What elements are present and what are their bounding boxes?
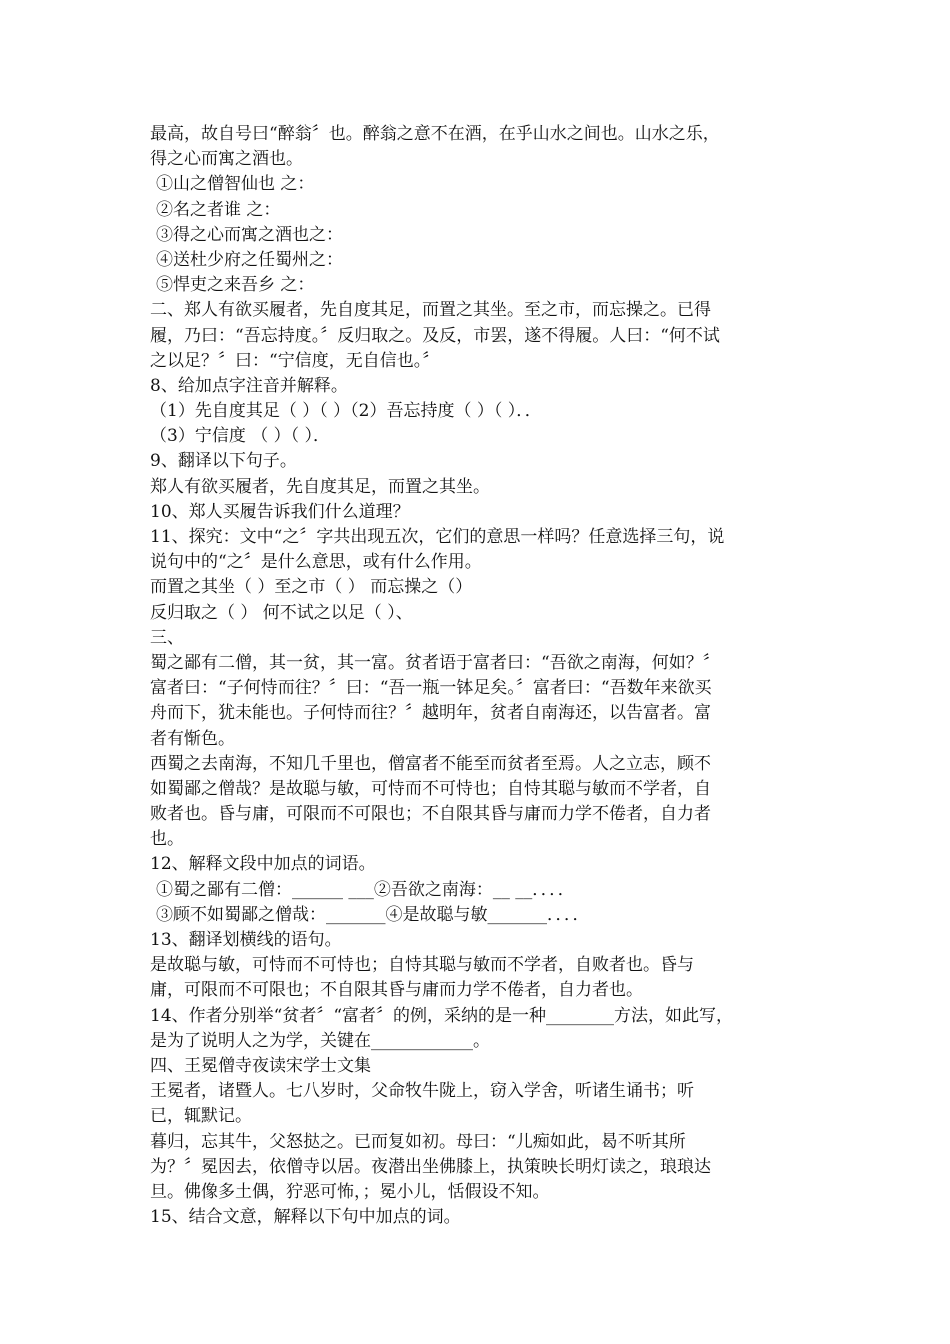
text-line: 如蜀鄙之僧哉？是故聪与敏，可恃而不可恃也；自恃其聪与敏而不学者，自: [150, 778, 711, 799]
question-item: 而置之其坐（ ）至之市（ ） 而忘操之（）: [150, 577, 473, 598]
question-item: 反归取之（ ） 何不试之以足（ ）、: [150, 602, 413, 623]
text-line: 者有惭色。: [150, 728, 235, 749]
question-heading: 12、解释文段中加点的词语。: [150, 854, 376, 875]
question-item: ①山之僧智仙也 之：: [156, 174, 315, 195]
text-line: 旦。佛像多土偶，狞恶可怖，；冕小儿，恬假设不知。: [150, 1181, 550, 1202]
document-body: [150, 122, 810, 1230]
question-heading: 8、给加点字注音并解释。: [150, 375, 348, 396]
question-heading: 13、翻译划横线的语句。: [150, 930, 342, 950]
text-line: 郑人有欲买履者，先自度其足，而置之其坐。: [150, 476, 490, 497]
question-heading: 15、结合文意，解释以下句中加点的词。: [150, 1207, 461, 1228]
text-line: 王冕者，诸暨人。七八岁时，父命牧牛陇上，窃入学舍，听诸生诵书；听: [150, 1081, 694, 1102]
text-line: 富者曰：“子何恃而往？〞曰：“吾一瓶一钵足矣。〞富者曰：“吾数年来欲买: [150, 678, 712, 699]
question-item: ①蜀之鄙有二僧：______ ___②吾欲之南海：__ __．．．．: [156, 879, 575, 900]
question-item: ②名之者谁 之：: [156, 199, 281, 220]
question-item: ③得之心而寓之酒也之：: [156, 224, 343, 245]
text-line: 暮归，忘其牛，父怒挞之。已而复如初。母曰：“儿痴如此，曷不听其所: [150, 1131, 686, 1152]
question-item: （1）先自度其足（ ）（ ）（2）吾忘持度（ ）（ ）．．: [150, 401, 542, 422]
question-heading: 14、作者分别举“贫者〞“富者〞的例，采纳的是一种________方法，如此写，: [150, 1005, 734, 1026]
text-line: 最高，故自号曰“醉翁〞也。醉翁之意不在酒，在乎山水之间也。山水之乐，: [150, 124, 720, 144]
text-line: 西蜀之去南海，不知几千里也，僧富者不能至而贫者至焉。人之立志，顾不: [150, 753, 711, 774]
text-line: 庸，可限而不可限也；不自限其昏与庸而力学不倦者，自力者也。: [150, 980, 643, 1001]
text-line: 履，乃曰：“吾忘持度。〞反归取之。及反，市罢，遂不得履。人曰：“何不试: [150, 325, 720, 346]
section-heading: 三、: [150, 627, 184, 648]
text-line: 败者也。昏与庸，可限而不可限也；不自限其昏与庸而力学不倦者，自力者: [150, 804, 711, 825]
text-line: 舟而下，犹未能也。子何恃而往？〞越明年，贫者自南海还，以告富者。富: [150, 703, 711, 724]
text-line: 也。: [150, 829, 184, 850]
section-heading: 二、郑人有欲买履者，先自度其足，而置之其坐。至之市，而忘操之。已得: [150, 300, 711, 321]
question-item: ⑤悍吏之来吾乡 之：: [156, 275, 315, 296]
text-line: 是为了说明人之为学，关键在____________。: [150, 1030, 490, 1051]
question-item: （3）宁信度 （ ）（ ）．: [150, 426, 331, 447]
text-line: 得之心而寓之酒也。: [150, 149, 303, 170]
question-heading: 9、翻译以下句子。: [150, 451, 297, 472]
question-item: ③顾不如蜀鄙之僧哉：_______④是故聪与敏_______．．．．: [156, 904, 590, 925]
text-line: 已，辄默记。: [150, 1106, 252, 1127]
text-line: 蜀之鄙有二僧，其一贫，其一富。贫者语于富者曰：“吾欲之南海，何如？〞: [150, 652, 720, 673]
text-line: 之以足？〞曰：“宁信度，无自信也。〞: [150, 350, 440, 371]
question-heading: 10、郑人买履告诉我们什么道理？: [150, 501, 410, 522]
text-line: 说句中的“之〞是什么意思，或有什么作用。: [150, 552, 482, 573]
text-line: 是故聪与敏，可恃而不可恃也；自恃其聪与敏而不学者，自败者也。昏与: [150, 955, 694, 976]
question-item: ④送杜少府之任蜀州之：: [156, 249, 343, 270]
section-heading: 四、王冕僧寺夜读宋学士文集: [150, 1055, 371, 1076]
question-heading: 11、探究：文中“之〞字共出现五次，它们的意思一样吗？任意选择三句，说: [150, 527, 725, 547]
text-line: 为？〞冕因去，依僧寺以居。夜潜出坐佛膝上，执策映长明灯读之，琅琅达: [150, 1156, 711, 1177]
